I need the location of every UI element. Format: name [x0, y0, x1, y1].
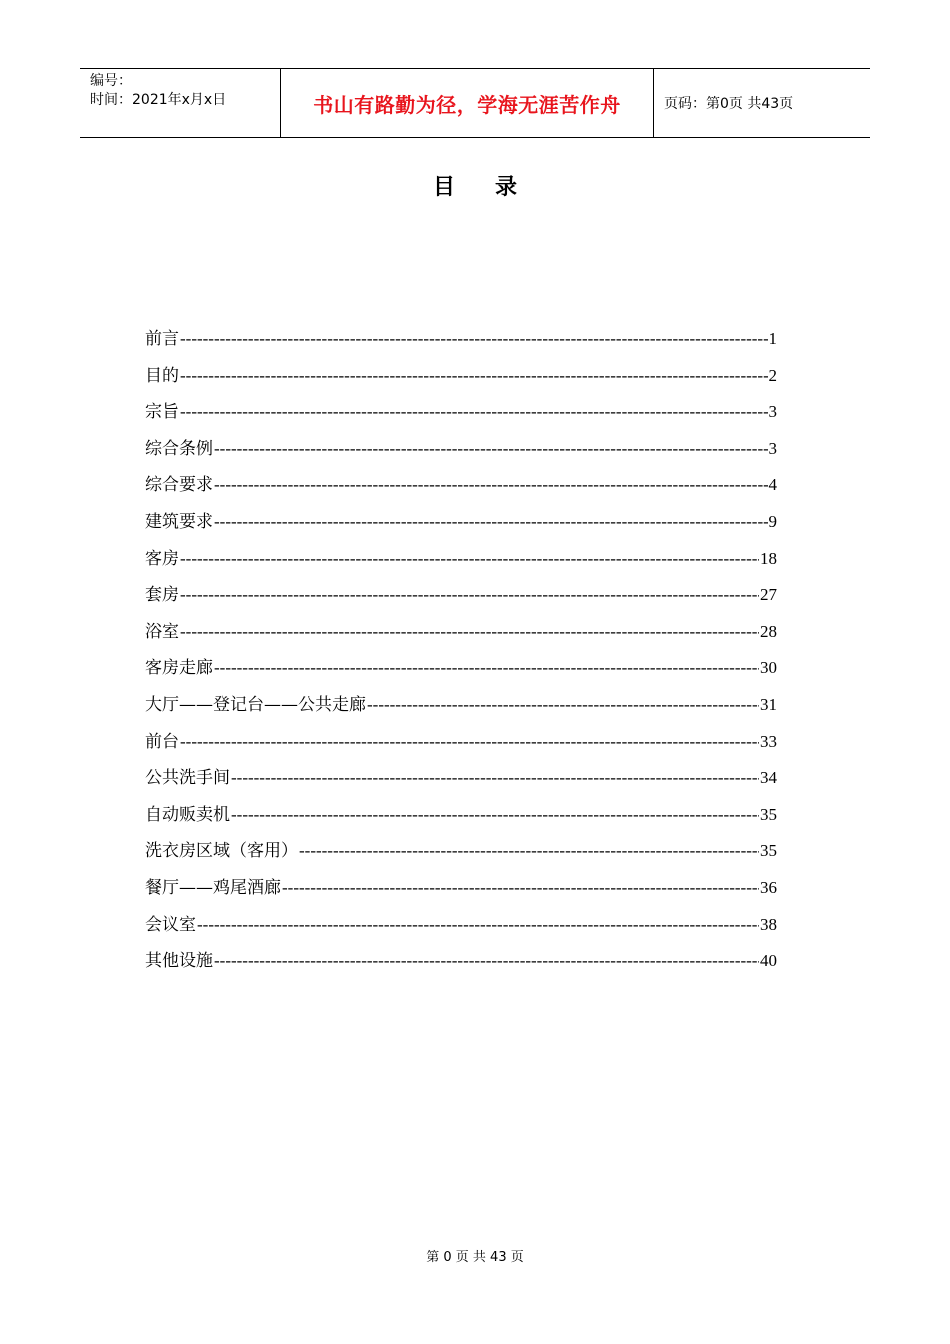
document-date: 时间：2021年x月x日 — [90, 92, 227, 108]
toc-entry[interactable] — [145, 362, 777, 399]
toc-entry-page-number: 3 — [768, 438, 777, 458]
toc-leader-dashes — [367, 691, 759, 719]
toc-leader-dashes — [214, 654, 759, 682]
toc-entry[interactable] — [145, 947, 777, 984]
document-number-label: 编号： — [90, 73, 132, 89]
toc-entry[interactable] — [145, 471, 777, 508]
header-motto-cell — [281, 69, 654, 137]
toc-entry-label: 建筑要求 — [145, 511, 213, 532]
toc-entry-page-number: 33 — [760, 731, 777, 751]
toc-leader-dashes — [197, 911, 759, 939]
toc-leader-dashes — [231, 801, 759, 829]
toc-entry-page-number: 4 — [768, 475, 777, 495]
title-char-2: 录 — [495, 175, 518, 200]
toc-entry[interactable] — [145, 728, 777, 765]
toc-entry[interactable] — [145, 618, 777, 655]
toc-entry-page-number: 2 — [768, 365, 777, 385]
toc-entry[interactable] — [145, 874, 777, 911]
toc-entry-label: 套房 — [145, 585, 179, 606]
toc-entry[interactable] — [145, 325, 777, 362]
toc-leader-dashes — [180, 728, 759, 756]
header-page-info: 页码：第0页 共43页 — [664, 96, 794, 112]
toc-entry-page-number: 1 — [768, 329, 777, 348]
toc-entry[interactable] — [145, 911, 777, 948]
title-char-1: 目 — [432, 175, 455, 200]
toc-entry[interactable] — [145, 801, 777, 838]
toc-entry-page-number: 38 — [760, 914, 777, 934]
toc-leader-dashes — [180, 398, 768, 426]
page-header — [80, 68, 870, 138]
toc-leader-dashes — [180, 325, 768, 353]
toc-leader-dashes — [214, 471, 768, 499]
toc-entry-page-number: 36 — [760, 877, 777, 897]
toc-entry-page-number: 31 — [760, 694, 777, 714]
toc-entry-label: 大厅——登记台——公共走廊 — [145, 694, 366, 715]
toc-entry[interactable] — [145, 691, 777, 728]
toc-entry-page-number: 9 — [768, 511, 777, 531]
toc-leader-dashes — [214, 435, 768, 463]
toc-entry[interactable] — [145, 545, 777, 582]
table-of-contents — [145, 325, 777, 984]
toc-entry-label: 前言 — [145, 329, 179, 349]
toc-entry-page-number: 30 — [760, 658, 777, 678]
toc-leader-dashes — [214, 508, 768, 536]
toc-leader-dashes — [180, 581, 759, 609]
toc-leader-dashes — [180, 362, 768, 390]
toc-entry-label: 前台 — [145, 731, 179, 752]
toc-leader-dashes — [180, 618, 759, 646]
header-motto: 书山有路勤为径，学海无涯苦作舟 — [313, 92, 621, 117]
toc-entry-page-number: 34 — [760, 768, 777, 788]
toc-leader-dashes — [299, 837, 759, 865]
toc-entry-label: 客房 — [145, 548, 179, 569]
toc-entry-label: 会议室 — [145, 914, 196, 935]
toc-entry-page-number: 27 — [760, 585, 777, 605]
toc-entry-page-number: 35 — [760, 841, 777, 861]
toc-entry-label: 目的 — [145, 365, 179, 386]
toc-entry[interactable] — [145, 837, 777, 874]
toc-entry-label: 综合要求 — [145, 475, 213, 496]
toc-entry[interactable] — [145, 435, 777, 472]
toc-entry-label: 客房走廊 — [145, 658, 213, 679]
toc-entry-label: 餐厅——鸡尾酒廊 — [145, 877, 281, 898]
toc-entry[interactable] — [145, 398, 777, 435]
toc-entry-page-number: 3 — [768, 402, 777, 422]
toc-entry[interactable] — [145, 764, 777, 801]
toc-entry-label: 浴室 — [145, 621, 179, 642]
toc-entry-page-number: 18 — [760, 548, 777, 568]
toc-entry-page-number: 40 — [760, 951, 777, 971]
page-title — [0, 170, 950, 201]
page-footer: 第 0 页 共 43 页 — [426, 1250, 524, 1265]
toc-entry-label: 宗旨 — [145, 402, 179, 423]
toc-leader-dashes — [282, 874, 759, 902]
toc-entry-page-number: 28 — [760, 621, 777, 641]
toc-leader-dashes — [180, 545, 759, 573]
toc-entry-page-number: 35 — [760, 804, 777, 824]
toc-entry-label: 综合条例 — [145, 438, 213, 459]
toc-entry[interactable] — [145, 654, 777, 691]
toc-entry[interactable] — [145, 508, 777, 545]
toc-leader-dashes — [214, 947, 759, 975]
header-meta-cell — [80, 69, 281, 137]
toc-entry-label: 自动贩卖机 — [145, 804, 230, 825]
toc-entry-label: 公共洗手间 — [145, 768, 230, 789]
toc-entry-label: 洗衣房区域（客用） — [145, 841, 298, 862]
header-page-cell — [654, 69, 870, 137]
toc-entry[interactable] — [145, 581, 777, 618]
toc-entry-label: 其他设施 — [145, 951, 213, 972]
toc-leader-dashes — [231, 764, 759, 792]
